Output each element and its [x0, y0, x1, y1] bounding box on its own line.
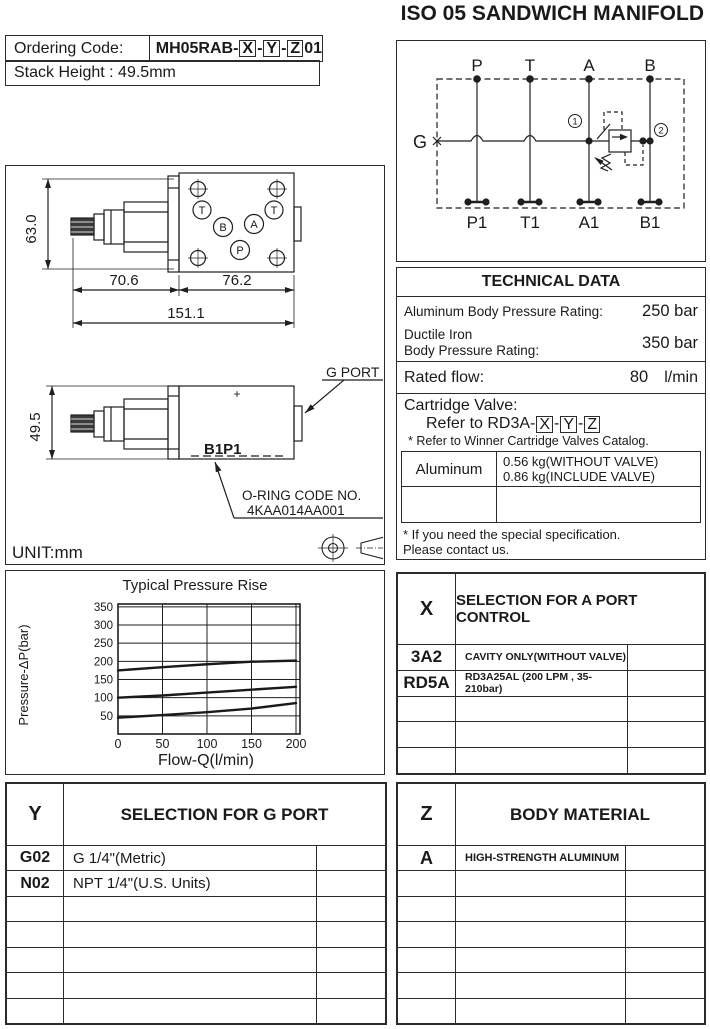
x-table-title: SELECTION FOR A PORT CONTROL — [456, 592, 638, 626]
code-z-box: Z — [287, 40, 303, 57]
weight-material: Aluminum — [402, 452, 497, 486]
chart-y-axis-label: Pressure-ΔP(bar) — [16, 624, 31, 726]
technical-data-header: TECHNICAL DATA — [397, 268, 705, 297]
table-row — [398, 748, 704, 773]
table-row — [398, 973, 704, 998]
code-x-box: X — [239, 40, 256, 57]
body-marking: B1P1 — [204, 441, 242, 458]
unit-label: UNIT:mm — [12, 543, 83, 562]
chart-y-tick-label: 100 — [93, 692, 113, 705]
chart-y-tick-label: 250 — [93, 638, 113, 651]
y-selection-table — [5, 782, 387, 1025]
schematic-lines — [433, 76, 684, 208]
dim-151-1: 151.1 — [167, 305, 205, 322]
rated-flow-row — [397, 362, 705, 394]
schematic-labels — [413, 56, 664, 232]
plate-port-t-right: T — [270, 205, 278, 217]
chart-x-tick-label: 0 — [114, 737, 122, 751]
dimension-drawing-svg — [6, 166, 383, 563]
cartridge-valve-label: Cartridge Valve: — [404, 397, 518, 414]
chart-y-tick-label: 350 — [93, 601, 113, 614]
code-dash1: - — [257, 39, 263, 57]
weight-values: 0.56 kg(WITHOUT VALVE) 0.86 kg(INCLUDE VALVE) — [503, 454, 659, 484]
g-line-label: G — [413, 132, 428, 152]
x-selection-table — [396, 572, 706, 775]
weight-row-empty — [402, 487, 700, 522]
dim-70-6: 70.6 — [109, 272, 139, 289]
chart-y-tick-label: 200 — [93, 656, 113, 669]
table-row — [398, 999, 704, 1023]
hydraulic-schematic-svg — [397, 41, 704, 260]
cartridge-valve-section — [397, 394, 705, 448]
code-y-box: Y — [263, 40, 280, 57]
table-row: A HIGH-STRENGTH ALUMINUM — [398, 846, 704, 871]
ordering-code-row — [5, 35, 323, 62]
table-row — [398, 722, 704, 748]
z-table-title: BODY MATERIAL — [509, 804, 651, 824]
node-1-label: 1 — [572, 116, 578, 128]
table-row — [7, 948, 385, 973]
ordering-code-label: Ordering Code: — [6, 36, 150, 61]
table-row — [398, 697, 704, 723]
cartridge-y-box: Y — [560, 416, 577, 433]
port-label-p1: P1 — [466, 213, 488, 232]
plate-port-a: A — [250, 219, 258, 231]
top-view-labels — [23, 205, 278, 322]
port-label-t: T — [524, 56, 536, 75]
code-prefix: MH05RAB- — [155, 39, 239, 57]
z-selection-table — [396, 782, 706, 1025]
special-spec-footnote: * If you need the special specification. Please contact us. — [403, 527, 621, 557]
ductile-iron-pressure-row — [397, 325, 705, 362]
table-row — [7, 897, 385, 922]
plate-port-p: P — [236, 245, 244, 257]
code-suffix: 01 — [304, 39, 322, 57]
chart-x-tick-label: 150 — [241, 737, 262, 751]
y-table-header — [7, 784, 385, 846]
table-row — [398, 871, 704, 896]
stack-height-row: Stack Height : 49.5mm — [5, 60, 320, 86]
port-label-a: A — [583, 56, 595, 75]
port-label-t1: T1 — [520, 213, 540, 232]
chart-x-axis-label: Flow-Q(l/min) — [158, 752, 254, 769]
chart-x-tick-label: 200 — [285, 737, 307, 751]
rated-flow-value: 80 — [629, 368, 649, 386]
ductile-iron-pressure-value: 350 bar — [642, 333, 698, 352]
cartridge-z-box: Z — [584, 416, 600, 433]
chart-y-tick-label: 50 — [100, 710, 113, 723]
node-2-label: 2 — [658, 125, 664, 137]
table-row — [398, 922, 704, 947]
weight-table — [401, 451, 701, 523]
table-row: N02 NPT 1/4"(U.S. Units) — [7, 871, 385, 896]
hydraulic-schematic-panel — [396, 40, 706, 262]
dim-76-2: 76.2 — [222, 272, 252, 289]
chart-title: Typical Pressure Rise — [122, 577, 268, 594]
cartridge-x-box: X — [536, 416, 553, 433]
table-row — [398, 948, 704, 973]
pressure-rise-chart-panel — [5, 570, 385, 775]
g-port-label: G PORT — [326, 364, 380, 380]
cartridge-note: * Refer to Winner Cartridge Valves Catalog. — [408, 434, 649, 448]
oring-code-number: 4KAA014AA001 — [247, 503, 345, 518]
table-row: G02 G 1/4"(Metric) — [7, 846, 385, 871]
x-table-header — [398, 574, 704, 645]
table-row — [7, 999, 385, 1023]
port-label-a1: A1 — [578, 213, 600, 232]
rated-flow-label: Rated flow: — [404, 368, 485, 386]
table-row — [7, 973, 385, 998]
plus-mark: + — [233, 387, 241, 401]
port-label-b1: B1 — [639, 213, 661, 232]
chart-x-tick-label: 100 — [196, 737, 218, 751]
code-dash2: - — [281, 39, 287, 57]
oring-code-label: O-RING CODE NO. — [242, 488, 362, 503]
table-row: 3A2 CAVITY ONLY(WITHOUT VALVE) — [398, 645, 704, 671]
chart-y-tick-label: 300 — [93, 620, 113, 633]
chart-y-tick-label: 150 — [93, 674, 113, 687]
aluminum-pressure-value: 250 bar — [642, 301, 698, 320]
y-table-key: Y — [7, 784, 64, 845]
x-table-key: X — [398, 574, 456, 644]
side-view-labels — [12, 364, 380, 562]
projection-symbol-icon — [318, 534, 383, 562]
y-table-title: SELECTION FOR G PORT — [120, 804, 329, 824]
x-table-body — [398, 645, 704, 773]
port-label-p: P — [471, 56, 483, 75]
dimension-drawing-panel — [5, 165, 385, 565]
chart-x-tick-label: 50 — [155, 737, 170, 751]
page-title: ISO 05 SANDWICH MANIFOLD — [400, 2, 704, 25]
technical-data-panel — [396, 267, 706, 560]
z-table-body — [398, 846, 704, 1023]
ordering-code-value — [150, 40, 322, 58]
weight-row-aluminum — [402, 452, 700, 487]
plate-port-t-left: T — [198, 205, 206, 217]
rated-flow-unit: l/min — [664, 368, 698, 386]
table-row — [398, 897, 704, 922]
y-table-body — [7, 846, 385, 1023]
table-row — [7, 922, 385, 947]
pressure-rise-chart — [6, 571, 383, 772]
cartridge-refer-line: Refer to RD3A- X - Y - Z — [404, 415, 698, 433]
dim-49-5: 49.5 — [27, 412, 44, 442]
table-row: RD5A RD3A25AL (200 LPM , 35-210bar) — [398, 671, 704, 697]
port-label-b: B — [644, 56, 656, 75]
ductile-iron-pressure-label: Ductile Iron Body Pressure Rating: — [404, 327, 540, 358]
aluminum-pressure-row — [397, 297, 705, 325]
aluminum-pressure-label: Aluminum Body Pressure Rating: — [404, 303, 603, 319]
plate-port-b: B — [219, 222, 227, 234]
dim-63: 63.0 — [23, 214, 40, 244]
z-table-key: Z — [398, 784, 456, 845]
z-table-header — [398, 784, 704, 846]
